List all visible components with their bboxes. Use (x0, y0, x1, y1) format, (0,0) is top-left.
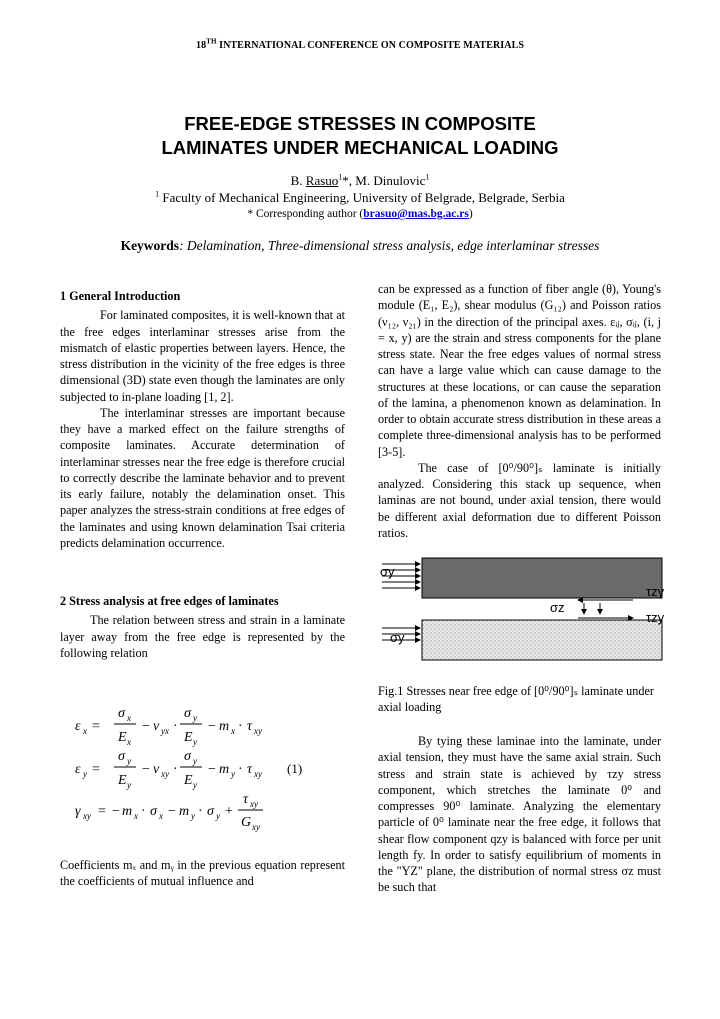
svg-text:=: = (98, 804, 106, 819)
svg-text:xy: xy (250, 799, 258, 809)
svg-text:x: x (83, 726, 87, 736)
svg-text:y: y (193, 780, 197, 790)
svg-text:σ: σ (118, 706, 125, 721)
label-tau-zy-top: τzy (646, 584, 665, 599)
svg-text:xy: xy (161, 769, 169, 779)
svg-text:−: − (142, 762, 150, 777)
svg-text:ε: ε (75, 762, 81, 777)
svg-text:m: m (179, 804, 190, 819)
keywords-text: : Delamination, Three-dimensional stress analysis, edge interlaminar stresses (179, 238, 600, 253)
label-sigma-z: σz (550, 600, 565, 615)
keywords (0, 238, 720, 254)
svg-text:y: y (127, 780, 131, 790)
svg-text:y: y (216, 811, 220, 821)
svg-text:y: y (83, 769, 87, 779)
lamina-0-deg (422, 558, 662, 598)
svg-text:·: · (173, 762, 178, 777)
svg-text:x: x (127, 713, 131, 723)
left-column-sec2 (60, 593, 345, 661)
svg-text:x: x (159, 811, 163, 821)
paper-title (0, 112, 720, 160)
svg-text:E: E (118, 730, 127, 745)
authors: B. Rasuo$^1$*, M. Dinulovic$^1$ (290, 172, 430, 188)
svg-text:y: y (193, 756, 197, 766)
left-column (60, 288, 345, 551)
lamina-90-deg (422, 620, 662, 660)
svg-text:·: · (198, 804, 203, 819)
figure-1-stresses (378, 556, 678, 672)
svg-text:m: m (122, 804, 133, 819)
svg-text:y: y (127, 756, 131, 766)
svg-text:·: · (238, 719, 243, 734)
figure-caption: Fig.1 Stresses near free edge of [0⁰/90⁰]ₛ laminate under axial loading (378, 684, 654, 715)
label-sigma-y-bottom: σy (390, 630, 405, 645)
equation-1 (70, 700, 345, 845)
svg-text:ε: ε (75, 719, 81, 734)
author-rasuo: Rasuo (305, 173, 339, 188)
svg-text:m: m (219, 719, 230, 734)
svg-text:ν: ν (153, 762, 160, 777)
svg-text:y: y (193, 713, 197, 723)
intro-paragraph-1: For laminated composites, it is well-known that at the free edges interlaminar stresses arise from the mismatch of elastic properties between layers. Hence, the stress distribution in the vicinity of the free edges is three dimensional (3D) state even though the laminates are only subjected to in-plane loading [1, 2]. (60, 308, 345, 404)
svg-text:−: − (112, 804, 120, 819)
svg-text:E: E (184, 730, 193, 745)
title-line-1: FREE-EDGE STRESSES IN COMPOSITE (184, 113, 536, 134)
keywords-label: Keywords (120, 238, 180, 253)
title-line-2: LAMINATES UNDER MECHANICAL LOADING (161, 137, 559, 158)
svg-text:σ: σ (207, 804, 214, 819)
svg-text:y: y (193, 737, 197, 747)
svg-text:σ: σ (184, 706, 191, 721)
svg-text:τ: τ (247, 762, 253, 777)
svg-text:·: · (238, 762, 243, 777)
svg-text:xy: xy (254, 769, 262, 779)
svg-text:y: y (191, 811, 195, 821)
affiliation: $^1$ Faculty of Mechanical Engineering, University of Belgrade, Belgrade, Serbia (155, 189, 565, 205)
svg-text:σ: σ (118, 749, 125, 764)
label-sigma-y-top: σy (380, 564, 395, 579)
svg-text:=: = (92, 762, 100, 777)
stress-paragraph: The relation between stress and strain in a laminate layer away from the free edge is represented by the following relation (60, 613, 345, 660)
svg-text:xy: xy (83, 811, 91, 821)
right-paragraph-3: By tying these laminae into the laminate, under axial tension, they must have the same axial strain. Such stress and strain state is achieved by τzy stress component, which stretches the laminate 0⁰ and compresses 90⁰ laminate. Analyzing the elementary particle of 0⁰ laminate near the free edge, it follows that shear flow component qzy is balanced with force per unit length fy. In order to satisfy equilibrium of moments in the "YZ" plane, the distribution of normal stress σz must be such that (378, 734, 661, 895)
svg-text:xy: xy (254, 726, 262, 736)
svg-text:·: · (141, 804, 146, 819)
equation-number: (1) (287, 761, 303, 776)
label-tau-zy-bottom: τzy (646, 610, 665, 625)
coefficients-paragraph: Coefficients mₓ and mᵧ in the previous equation represent the coefficients of mutual influence and (60, 858, 345, 889)
svg-text:σ: σ (184, 749, 191, 764)
right-column (378, 281, 661, 541)
right-paragraph-1: can be expressed as a function of fiber angle (θ), Young's module (E₁, E₂), shear modulus (G₁₂) and Poisson ratios (ν₁₂, ν₂₁) in the direction of the principal axes. εᵢⱼ, σᵢⱼ, (i, j = x, y) are the strain and stress components for the plane stress state. Near the free edges values of normal stress can have a large value which can cause damage to the structures at these locations, or can cause the separation of the lamina, a phenomenon known as delamination. In order to obtain accurate stress distribution in these areas a complete three-dimensional analysis has to be performed [3-5]. (378, 282, 661, 459)
svg-text:·: · (173, 719, 178, 734)
right-paragraph-2: The case of [0⁰/90⁰]ₛ laminate is initially analyzed. Considering this stack up sequence, when laminas are not bound, under axial tension, there would be different axial deformation due to different Poisson ratios. (378, 460, 661, 540)
svg-text:x: x (127, 737, 131, 747)
svg-text:−: − (142, 719, 150, 734)
svg-text:ν: ν (153, 719, 160, 734)
email-link[interactable]: brasuo@mas.bg.ac.rs (363, 208, 469, 220)
svg-text:x: x (231, 726, 235, 736)
svg-text:−: − (208, 719, 216, 734)
svg-text:τ: τ (243, 792, 249, 807)
svg-text:x: x (134, 811, 138, 821)
svg-text:E: E (184, 773, 193, 788)
svg-text:xy: xy (252, 822, 260, 832)
svg-text:=: = (92, 719, 100, 734)
svg-text:m: m (219, 762, 230, 777)
conference-header: 18TH INTERNATIONAL CONFERENCE ON COMPOSITE MATERIALS (195, 37, 525, 51)
svg-text:σ: σ (150, 804, 157, 819)
svg-text:+: + (225, 804, 233, 819)
svg-text:γ: γ (75, 804, 81, 819)
section-2-heading: 2 Stress analysis at free edges of laminates (60, 594, 279, 608)
svg-text:G: G (241, 815, 252, 830)
svg-text:τ: τ (247, 719, 253, 734)
svg-text:y: y (231, 769, 235, 779)
svg-text:−: − (168, 804, 176, 819)
section-1-heading: 1 General Introduction (60, 289, 181, 303)
svg-text:yx: yx (161, 726, 169, 736)
svg-text:E: E (118, 773, 127, 788)
intro-paragraph-2: The interlaminar stresses are important because they have a marked effect on the failure strengths of composite laminates. Accurate determination of interlaminar stresses near the free edge is therefore crucial to correctly describe the laminate behavior and to prevent its early failure, notably the delamination onset. This paper analyzes the stress-strain conditions at free edges of the laminates and using known delamination Tsai criteria predicts delamination occurrence. (60, 405, 345, 550)
right-paragraph-3-wrap (378, 733, 661, 896)
svg-text:−: − (208, 762, 216, 777)
corresponding-author: * Corresponding author (brasuo@mas.bg.ac.rs) (247, 208, 473, 220)
